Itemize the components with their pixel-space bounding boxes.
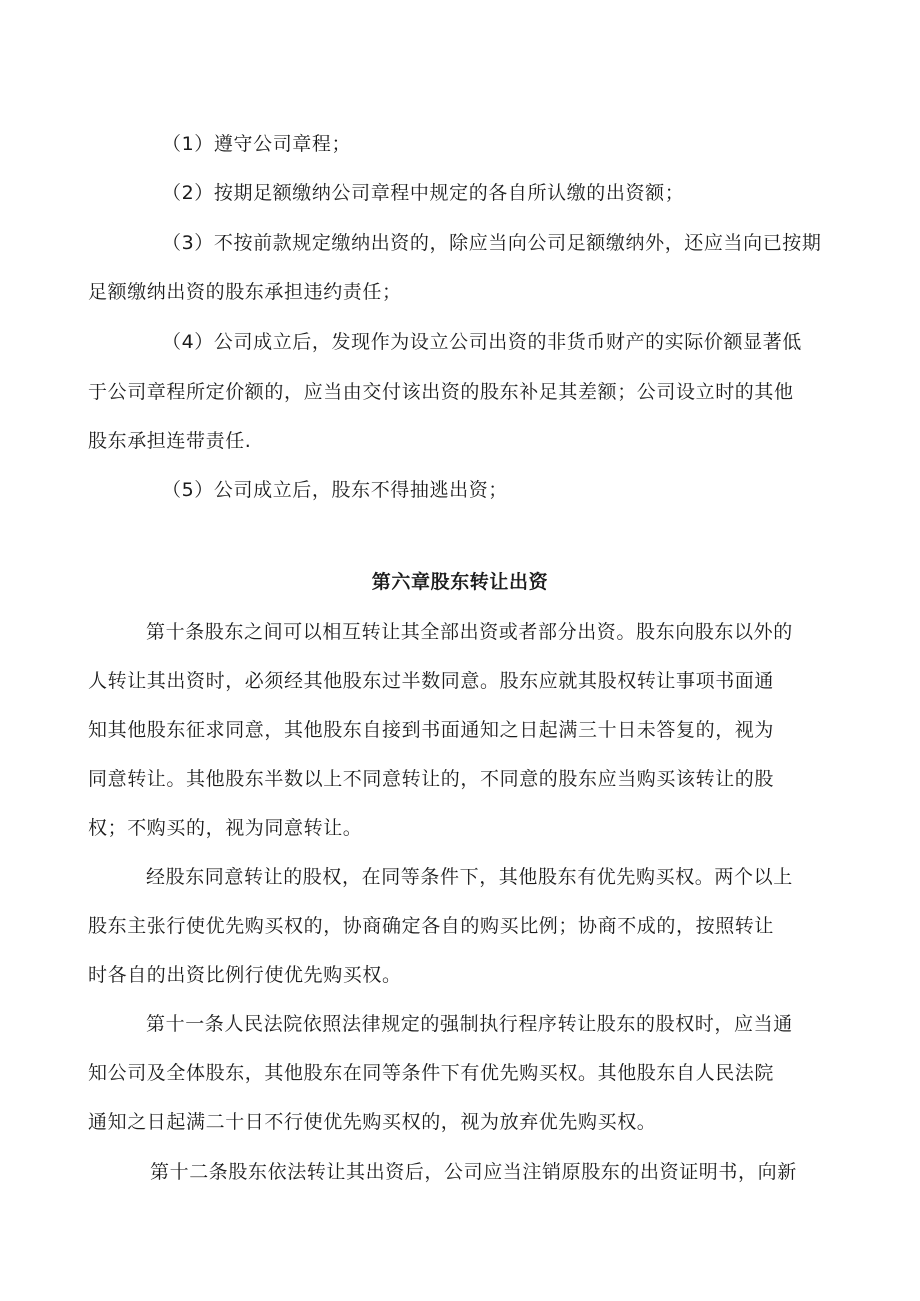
article-11-line-1: 第十一条人民法院依照法律规定的强制执行程序转让股东的股权时，应当通 [146, 1013, 793, 1035]
article-10-line-3: 知其他股东征求同意，其他股东自接到书面通知之日起满三十日未答复的，视为 [88, 719, 775, 741]
item-2: （2）按期足额缴纳公司章程中规定的各自所认缴的出资额； [162, 182, 685, 204]
item-3-line-2: 足额缴纳出资的股东承担违约责任； [88, 281, 402, 303]
item-4-line-3: 股东承担连带责任. [88, 430, 252, 452]
priority-line-2: 股东主张行使优先购买权的，协商确定各自的购买比例；协商不成的，按照转让 [88, 915, 775, 937]
chapter-title: 第六章股东转让出资 [371, 571, 549, 593]
item-5: （5）公司成立后，股东不得抽逃出资； [162, 479, 508, 501]
item-1: （1）遵守公司章程； [162, 133, 352, 155]
article-10-line-4: 同意转让。其他股东半数以上不同意转让的，不同意的股东应当购买该转让的股 [88, 768, 775, 790]
item-4-line-1: （4）公司成立后，发现作为设立公司出资的非货币财产的实际价额显著低 [162, 331, 802, 353]
article-10-line-2: 人转让其出资时，必须经其他股东过半数同意。股东应就其股权转让事项书面通 [88, 670, 775, 692]
article-12-line-1: 第十二条股东依法转让其出资后，公司应当注销原股东的出资证明书，向新 [150, 1161, 797, 1183]
article-11-line-3: 通知之日起满二十日不行使优先购买权的，视为放弃优先购买权。 [88, 1111, 657, 1133]
article-11-line-2: 知公司及全体股东，其他股东在同等条件下有优先购买权。其他股东自人民法院 [88, 1062, 775, 1084]
item-4-line-2: 于公司章程所定价额的，应当由交付该出资的股东补足其差额；公司设立时的其他 [88, 381, 794, 403]
item-3-line-1: （3）不按前款规定缴纳出资的，除应当向公司足额缴纳外，还应当向已按期 [162, 232, 822, 254]
priority-line-1: 经股东同意转让的股权，在同等条件下，其他股东有优先购买权。两个以上 [146, 866, 793, 888]
article-10-line-5: 权；不购买的，视为同意转让。 [88, 817, 363, 839]
priority-line-3: 时各自的出资比例行使优先购买权。 [88, 964, 402, 986]
article-10-line-1: 第十条股东之间可以相互转让其全部出资或者部分出资。股东向股东以外的 [146, 621, 793, 643]
